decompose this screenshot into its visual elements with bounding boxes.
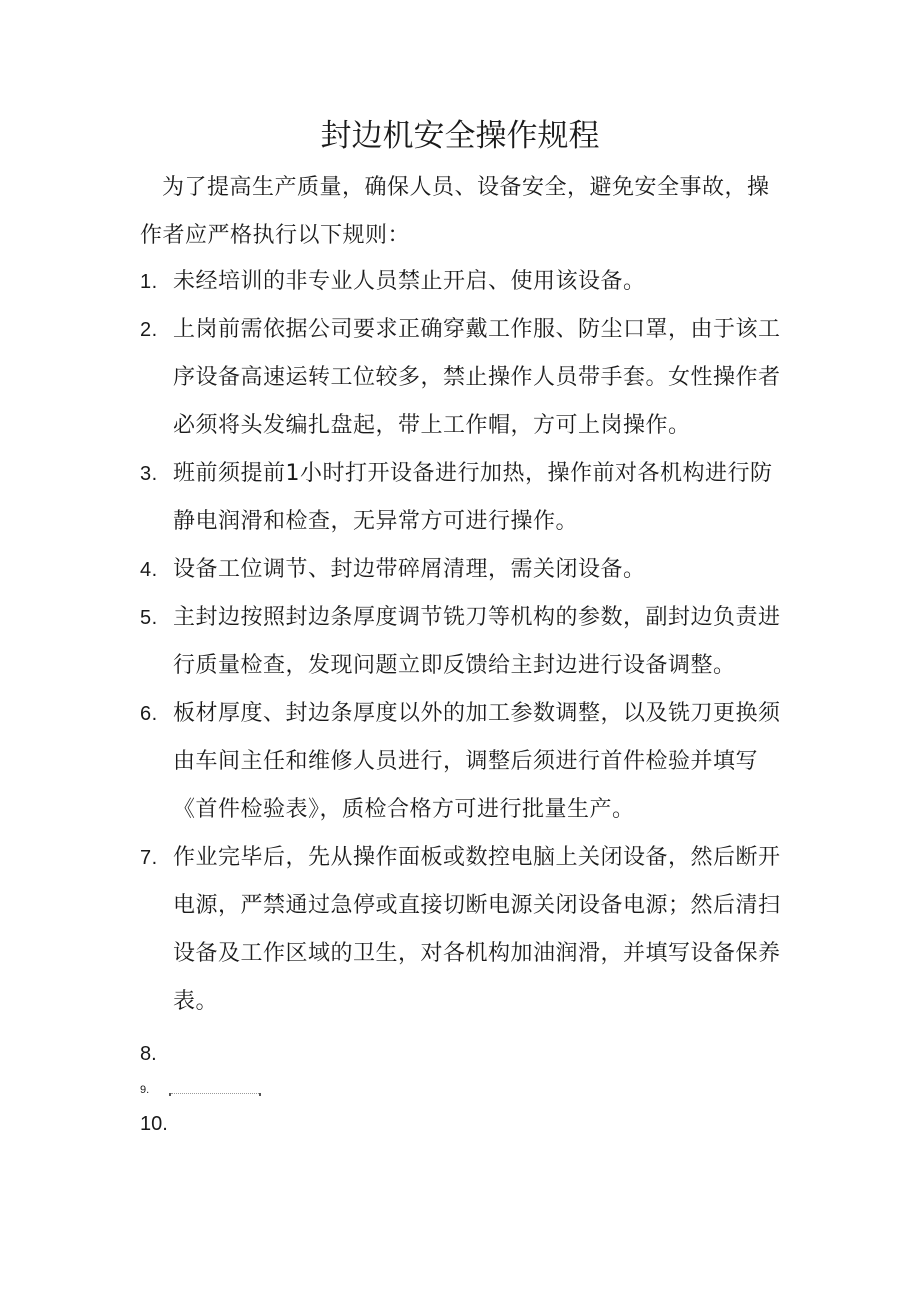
- empty-item-9: 9.: [140, 1084, 150, 1096]
- dotted-leader-line: [171, 1093, 259, 1094]
- rule-text: 设备工位调节、封边带碎屑清理，需关闭设备。: [173, 557, 646, 582]
- rule-text: 作业完毕后，先从操作面板或数控电脑上关闭设备，然后断开电源，严禁通过急停或直接切断电源关闭设备电源；然后清扫设备及工作区域的卫生，对各机构加油润滑，并填写设备保养表。: [173, 845, 781, 1014]
- rule-item-1: [140, 258, 785, 306]
- page-title: 封边机安全操作规程: [320, 118, 600, 154]
- intro-paragraph: 为了提高生产质量，确保人员、设备安全，避免安全事故，操作者应严格执行以下规则：: [140, 175, 770, 248]
- rule-number: 5.: [140, 607, 158, 629]
- rule-item-6: [140, 690, 785, 834]
- rule-number: 1.: [140, 271, 158, 293]
- rule-item-5: [140, 594, 785, 690]
- rule-number: 3.: [140, 463, 158, 485]
- rule-item-3: [140, 450, 785, 546]
- rule-text: 主封边按照封边条厚度调节铣刀等机构的参数，副封边负责进行质量检查，发现问题立即反馈给主封边进行设备调整。: [173, 605, 781, 678]
- rule-number: 4.: [140, 559, 158, 581]
- rule-text: 板材厚度、封边条厚度以外的加工参数调整，以及铣刀更换须由车间主任和维修人员进行，调整后须进行首件检验并填写《首件检验表》，质检合格方可进行批量生产。: [173, 701, 781, 822]
- rule-number: 6.: [140, 703, 158, 725]
- empty-item-10: 10.: [140, 1113, 168, 1135]
- rule-text: 班前须提前1小时打开设备进行加热，操作前对各机构进行防静电润滑和检查，无异常方可进行操作。: [173, 461, 773, 534]
- rules-list: [140, 258, 785, 1026]
- rule-item-4: [140, 546, 785, 594]
- rule-text: 上岗前需依据公司要求正确穿戴工作服、防尘口罩，由于该工序设备高速运转工位较多，禁止操作人员带手套。女性操作者必须将头发编扎盘起，带上工作帽，方可上岗操作。: [173, 317, 781, 438]
- rule-text: 未经培训的非专业人员禁止开启、使用该设备。: [173, 269, 646, 294]
- rule-number: 7.: [140, 847, 158, 869]
- rule-item-7: [140, 834, 785, 1026]
- rule-number: 2.: [140, 319, 158, 341]
- empty-item-8: 8.: [140, 1043, 157, 1065]
- rule-item-2: [140, 306, 785, 450]
